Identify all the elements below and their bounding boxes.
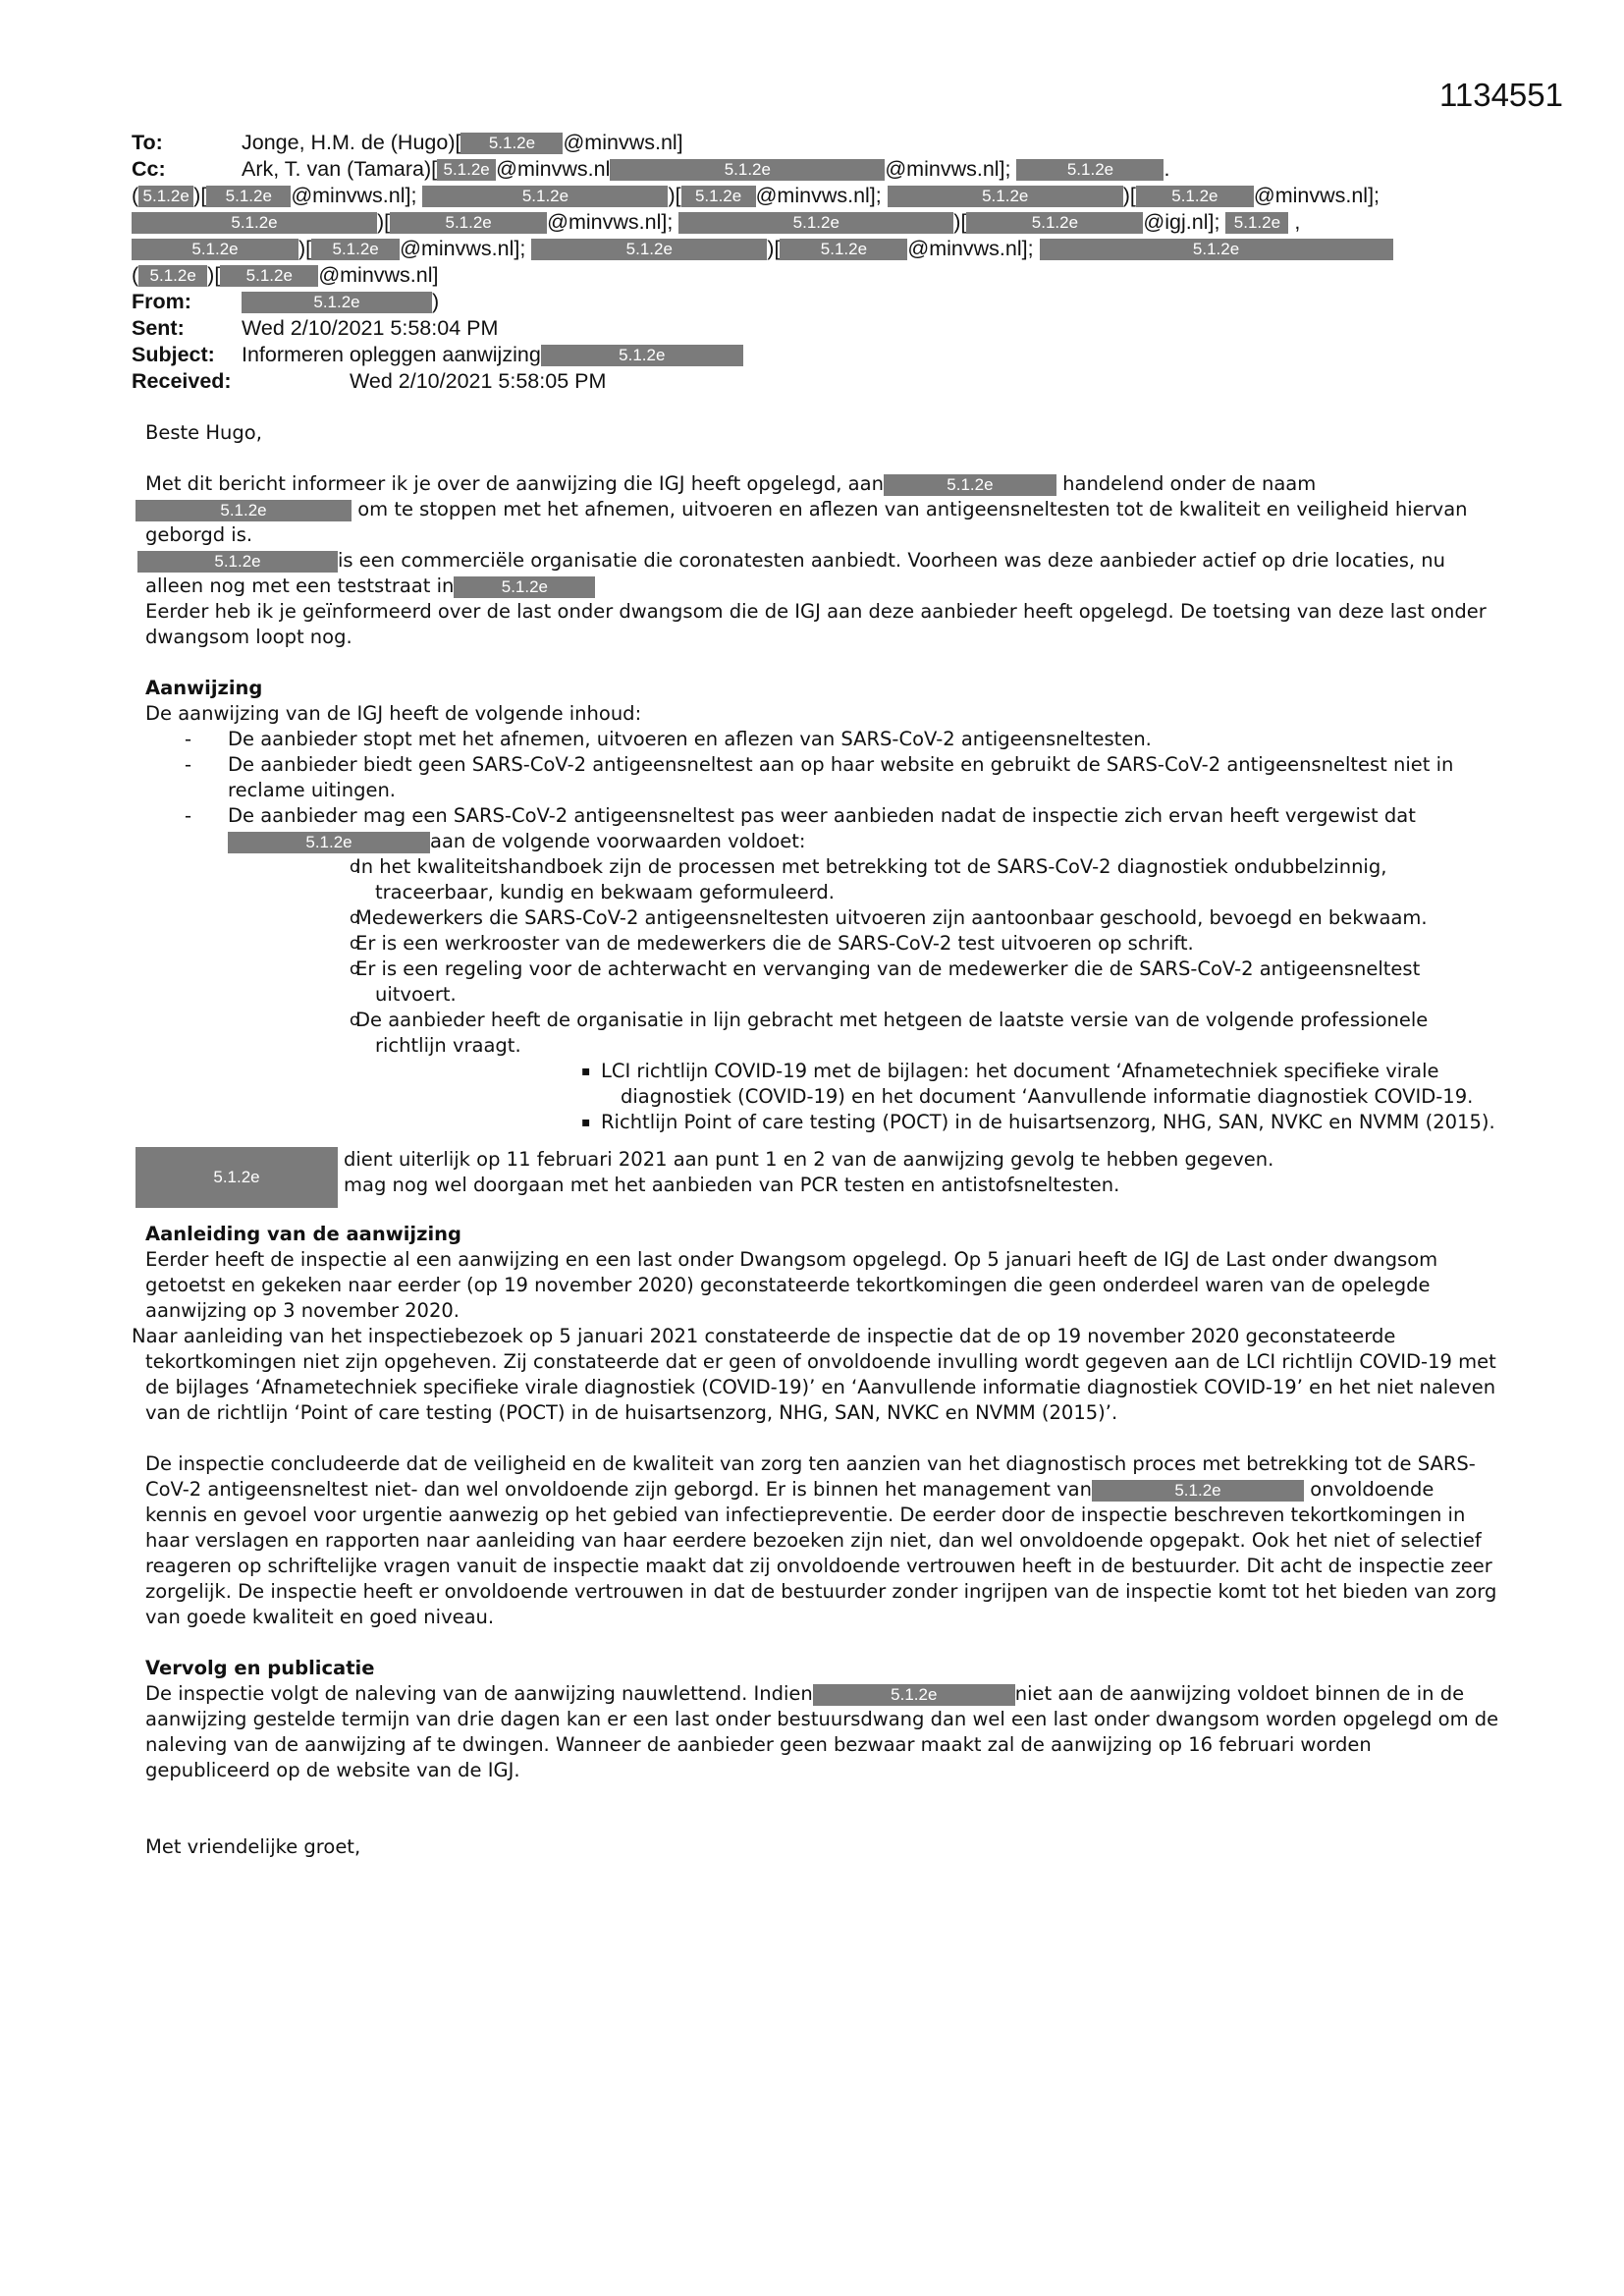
- text: De aanbieder mag een SARS-CoV-2 antigeensneltest pas weer aanbieden nadat de inspectie zich ervan heeft vergewist dat: [228, 804, 1416, 827]
- redaction-box: 5.1.2e: [681, 186, 756, 207]
- redaction-box: 5.1.2e: [137, 551, 338, 573]
- list-item: o In het kwaliteitshandboek zijn de processen met betrekking tot de SARS-CoV-2 diagnostiek ondubbelzinnig, traceerbaar, kundig en bekwaam geformuleerd.: [228, 854, 1500, 905]
- guideline-list: [375, 1059, 1500, 1135]
- cc-domain-igj: @igj.nl];: [1143, 210, 1220, 234]
- received-value: Wed 2/10/2021 5:58:05 PM: [350, 369, 607, 393]
- cc-continuation: ( 5.1.2e )[ 5.1.2e @minvws.nl]; 5.1.2e )[ 5.1.2e @minvws.nl]; 5.1.2e )[ 5.1.2e @minvws.nl];: [132, 184, 1380, 207]
- redaction-box: 5.1.2e: [138, 186, 193, 207]
- list-item: o Medewerkers die SARS-CoV-2 antigeensneltesten uitvoeren zijn aantoonbaar geschoold, bevoegd en bekwaam.: [228, 905, 1500, 931]
- subject-label: Subject:: [132, 343, 215, 366]
- heading-aanleiding: Aanleiding van de aanwijzing: [145, 1223, 461, 1245]
- list-item: o Er is een werkrooster van de medewerkers die de SARS-CoV-2 test uitvoeren op schrift.: [228, 931, 1500, 957]
- redaction-box: 5.1.2e: [132, 239, 298, 260]
- greeting: Beste Hugo,: [145, 421, 262, 444]
- conditions-list: [228, 854, 1500, 1135]
- cc-domain-4: @minvws.nl];: [755, 184, 882, 207]
- sent-row: [132, 315, 1506, 342]
- text: De aanbieder heeft de organisatie in lijn gebracht met hetgeen de laatste versie van de volgende professionele richtlijn vraagt.: [355, 1009, 1429, 1057]
- email-header: [132, 130, 1506, 395]
- redaction-box: 5.1.2e: [1092, 1480, 1304, 1502]
- list-item: [228, 1008, 1500, 1135]
- text: is een commerciële organisatie die coronatesten aanbiedt. Voorheen was deze aanbieder actief op drie locaties, nu alleen nog met een teststraat in: [145, 549, 1445, 597]
- subject-value: Informeren opleggen aanwijzing: [242, 343, 541, 366]
- cc-value: Ark, T. van (Tamara)[: [242, 157, 438, 181]
- text: Met dit bericht informeer ik je over de aanwijzing die IGJ heeft opgelegd, aan: [145, 472, 884, 495]
- deadline-block: [135, 1147, 1500, 1208]
- sent-label: Sent:: [132, 316, 185, 340]
- cc-domain: @minvws.nl: [496, 157, 611, 181]
- redaction-box: 5.1.2e: [454, 576, 595, 598]
- received-label: Received:: [132, 369, 232, 393]
- paragraph-previous: Eerder heb ik je geïnformeerd over de last onder dwangsom die de IGJ aan deze aanbieder heeft opgelegd. De toetsing van deze last onder dwangsom loopt nog.: [145, 600, 1487, 648]
- deadline-line-2: mag nog wel doorgaan met het aanbieden van PCR testen en antistofsneltesten.: [344, 1174, 1120, 1196]
- list-item: - De aanbieder stopt met het afnemen, uitvoeren en aflezen van SARS-CoV-2 antigeensneltesten.: [145, 727, 1500, 752]
- to-domain: @minvws.nl]: [563, 131, 683, 154]
- redaction-box: 5.1.2e: [1016, 159, 1164, 181]
- paragraph-provider: [145, 548, 1500, 599]
- aanleiding-paragraph-1: Eerder heeft de inspectie al een aanwijzing en een last onder Dwangsom opgelegd. Op 5 januari heeft de IGJ de Last onder dwangsom getoetst en gekeken naar eerder (op 19 november 2020) geconstateerde tekortkomingen die geen onderdeel waren van de opelegde aanwijzing op 3 november 2020.: [145, 1248, 1438, 1322]
- deadline-line-1: dient uiterlijk op 11 februari 2021 aan punt 1 en 2 van de aanwijzing gevolg te hebben gegeven.: [344, 1148, 1274, 1171]
- cc-domain-3: @minvws.nl];: [291, 184, 417, 207]
- aanleiding-paragraph-3: [145, 1451, 1500, 1630]
- redaction-box: 5.1.2e: [460, 133, 563, 154]
- aanwijzing-list: [145, 727, 1500, 1135]
- redaction-box: 5.1.2e: [220, 265, 318, 287]
- from-row: From: 5.1.2e ): [132, 290, 440, 313]
- redaction-box: 5.1.2e: [888, 186, 1123, 207]
- from-label: From:: [132, 290, 191, 313]
- text: niet aan de aanwijzing voldoet binnen de in de aanwijzing gestelde termijn van drie dagen kan er een last onder bestuursdwang dan wel een last onder dwangsom worden opgelegd om de naleving van de aanwijzing af te dwingen. Wanneer de aanbieder geen bezwaar maakt zal de aanwijzing op 16 februari worden gepubliceerd op de website van de IGJ.: [145, 1682, 1499, 1781]
- cc-label: Cc:: [132, 157, 166, 181]
- heading-vervolg: Vervolg en publicatie: [145, 1657, 375, 1679]
- list-item: - De aanbieder biedt geen SARS-CoV-2 antigeensneltest aan op haar website en gebruikt de SARS-CoV-2 antigeensneltest niet in reclame uitingen.: [145, 752, 1500, 803]
- to-label: To:: [132, 131, 163, 154]
- cc-domain-2: @minvws.nl];: [885, 157, 1011, 181]
- text: De inspectie volgt de naleving van de aanwijzing nauwlettend. Indien: [145, 1682, 813, 1705]
- redaction-box: 5.1.2e: [135, 1147, 338, 1208]
- cc-row: Cc: Ark, T. van (Tamara)[ 5.1.2e @minvws.nl 5.1.2e @minvws.nl]; 5.1.2e .: [132, 157, 1170, 181]
- sent-value: Wed 2/10/2021 5:58:04 PM: [242, 316, 499, 340]
- redaction-box: 5.1.2e: [242, 292, 432, 313]
- redaction-box: 5.1.2e: [135, 500, 352, 521]
- paragraph-intro: [145, 471, 1500, 548]
- redaction-box: 5.1.2e: [437, 159, 496, 181]
- cc-continuation: 5.1.2e )[ 5.1.2e @minvws.nl]; 5.1.2e )[ 5.1.2e @igj.nl]; 5.1.2e ,: [132, 209, 1506, 236]
- vervolg-paragraph: [145, 1681, 1500, 1783]
- closing: Met vriendelijke groet,: [145, 1835, 361, 1858]
- redaction-box: 5.1.2e: [1225, 212, 1288, 234]
- cc-domain-6: @minvws.nl];: [547, 210, 674, 234]
- redaction-box: 5.1.2e: [138, 265, 207, 287]
- aanleiding-paragraph-2: Naar aanleiding van het inspectiebezoek op 5 januari 2021 constateerde de inspectie dat de op 19 november 2020 geconstateerde tekortkomingen niet zijn opgeheven. Zij constateerde dat er geen of onvoldoende invulling wordt gegeven aan de LCI richtlijn COVID-19 met de bijlages ‘Afnametechniek specifieke virale diagnostiek (COVID-19)’ en ‘Aanvullende informatie diagnostiek COVID-19’ en het niet naleven van de richtlijn ‘Point of care testing (POCT) in de huisartsenzorg, NHG, SAN, NVKC en NVMM (2015)’.: [132, 1325, 1496, 1424]
- redaction-box: 5.1.2e: [541, 345, 743, 366]
- redaction-box: 5.1.2e: [1136, 186, 1254, 207]
- cc-continuation: 5.1.2e )[ 5.1.2e @minvws.nl]; 5.1.2e )[ 5.1.2e @minvws.nl]; 5.1.2e: [132, 236, 1506, 262]
- redaction-box: 5.1.2e: [813, 1684, 1015, 1706]
- list-item: [145, 803, 1500, 1135]
- redaction-box: 5.1.2e: [1040, 239, 1393, 260]
- cc-domain-8: @minvws.nl];: [907, 237, 1034, 260]
- cc-domain-5: @minvws.nl];: [1253, 184, 1380, 207]
- redaction-box: 5.1.2e: [311, 239, 400, 260]
- redaction-box: 5.1.2e: [206, 186, 291, 207]
- aanwijzing-intro: De aanwijzing van de IGJ heeft de volgende inhoud:: [145, 702, 642, 725]
- redaction-box: 5.1.2e: [390, 212, 547, 234]
- redaction-box: 5.1.2e: [780, 239, 907, 260]
- redaction-box: 5.1.2e: [884, 474, 1056, 496]
- subject-row: [132, 342, 1506, 368]
- email-body: [132, 420, 1500, 1860]
- redaction-box: 5.1.2e: [132, 212, 377, 234]
- redaction-box: 5.1.2e: [531, 239, 767, 260]
- text: om te stoppen met het afnemen, uitvoeren en aflezen van antigeensneltesten tot de kwaliteit en veiligheid hiervan geborgd is.: [145, 498, 1468, 546]
- cc-continuation: ( 5.1.2e )[ 5.1.2e @minvws.nl]: [132, 263, 439, 287]
- redaction-box: 5.1.2e: [610, 159, 885, 181]
- text: onvoldoende kennis en gevoel voor urgentie aanwezig op het gebied van infectiepreventie. De eerder door de inspectie beschreven tekortkomingen in haar verslagen en rapporten naar aanleiding van haar eerdere bezoeken zijn niet, dan wel onvoldoende opgepakt. Ook het niet of selectief reageren op schriftelijke vragen vanuit de inspectie maakt dat zij onvoldoende vertrouwen heeft in de bestuurder. Dit acht de inspectie zeer zorgelijk. De inspectie heeft er onvoldoende vertrouwen in dat de bestuurder zonder ingrijpen van de inspectie komt tot het bieden van zorg van goede kwaliteit en goed niveau.: [145, 1478, 1497, 1628]
- document-number: 1134551: [1438, 77, 1563, 113]
- cc-domain-7: @minvws.nl];: [400, 237, 526, 260]
- text: aan de volgende voorwaarden voldoet:: [430, 830, 806, 852]
- redaction-box: 5.1.2e: [228, 832, 430, 853]
- to-value: Jonge, H.M. de (Hugo)[: [242, 131, 461, 154]
- cc-domain-9: @minvws.nl]: [318, 263, 439, 287]
- list-item: ▪ LCI richtlijn COVID-19 met de bijlagen: het document ‘Afnametechniek specifieke virale diagnostiek (COVID-19) en het document ‘Aanvullende informatie diagnostiek COVID-19.: [375, 1059, 1500, 1110]
- list-item: o Er is een regeling voor de achterwacht en vervanging van de medewerker die de SARS-CoV-2 antigeensneltest uitvoert.: [228, 957, 1500, 1008]
- list-item: ▪ Richtlijn Point of care testing (POCT) in de huisartsenzorg, NHG, SAN, NVKC en NVMM (2015).: [375, 1110, 1500, 1135]
- heading-aanwijzing: Aanwijzing: [145, 677, 263, 699]
- text: handelend onder de naam: [1062, 472, 1317, 495]
- redaction-box: 5.1.2e: [678, 212, 953, 234]
- to-row: [132, 130, 1506, 156]
- received-row: [132, 368, 1506, 395]
- redaction-box: 5.1.2e: [966, 212, 1143, 234]
- text: De inspectie concludeerde dat de veiligheid en de kwaliteit van zorg ten aanzien van het diagnostisch proces met betrekking tot de SARS-CoV-2 antigeensneltest niet- dan wel onvoldoende zijn geborgd. Er is binnen het management van: [145, 1452, 1476, 1501]
- redaction-box: 5.1.2e: [422, 186, 668, 207]
